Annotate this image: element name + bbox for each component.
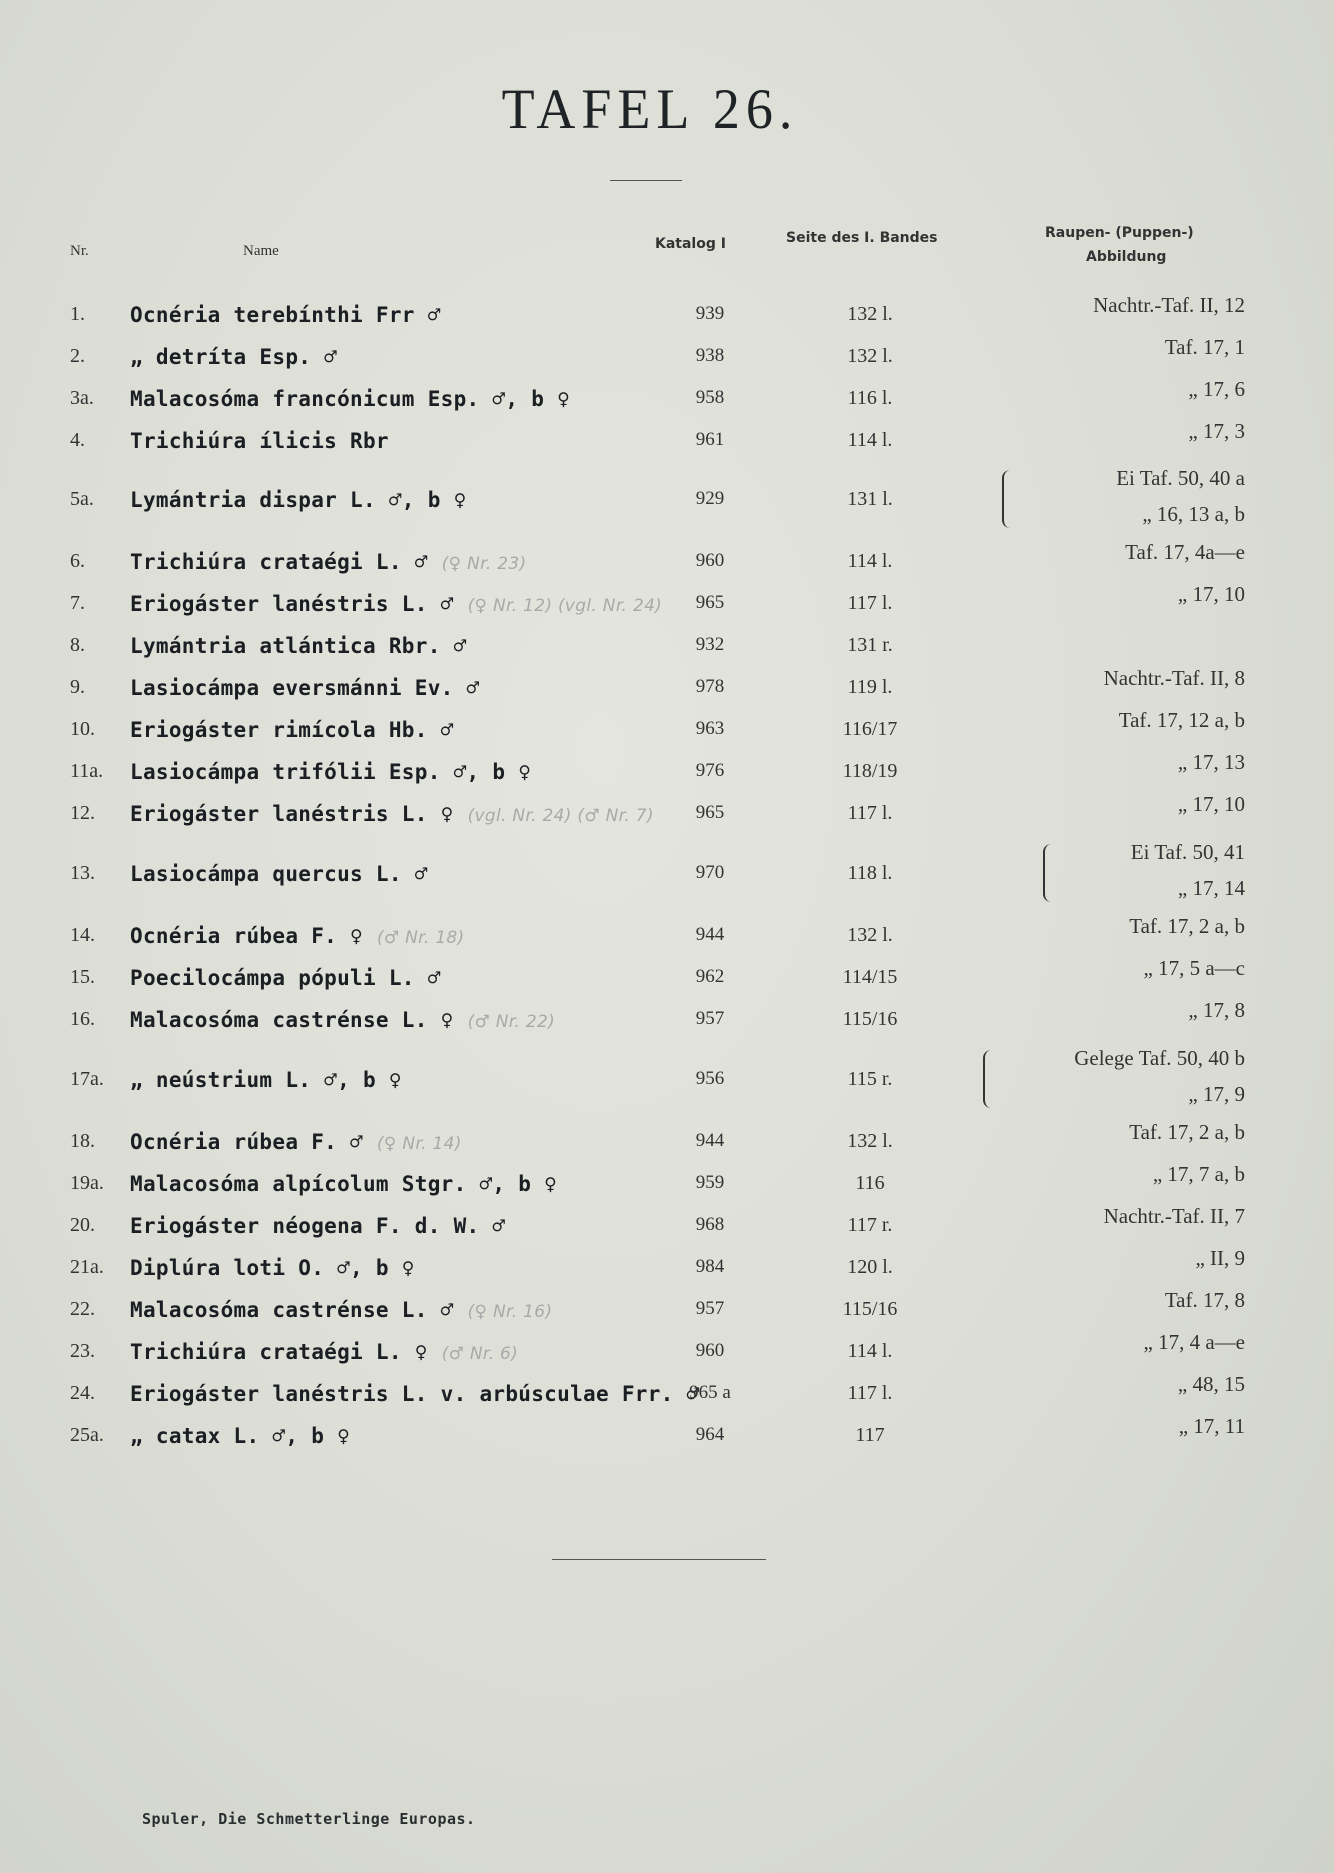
species-name: Ocnéria rúbea F. ♂ (♀ Nr. 14) bbox=[130, 1130, 462, 1154]
bottom-rule bbox=[552, 1559, 766, 1560]
species-name: Lasiocámpa quercus L. ♂ bbox=[130, 862, 428, 886]
pencil-annotation: (♀ Nr. 14) bbox=[376, 1134, 462, 1154]
abbildung-line-b: „ 17, 9 bbox=[1188, 1082, 1245, 1106]
seite-reference: 117 l. bbox=[847, 802, 893, 824]
footer-citation: Spuler, Die Schmetterlinge Europas. bbox=[142, 1810, 476, 1828]
row-number: 1. bbox=[70, 303, 85, 325]
species-name: Eriogáster lanéstris L. v. arbúsculae Frr. ♂ bbox=[130, 1382, 700, 1406]
abbildung-reference: Taf. 17, 12 a, b bbox=[1118, 708, 1245, 732]
abbildung-reference: „ 17, 5 a—c bbox=[1143, 956, 1245, 980]
abbildung-reference: „ 17, 3 bbox=[1188, 419, 1245, 443]
seite-reference: 116 bbox=[855, 1172, 885, 1194]
abbildung-reference: Nachtr.-Taf. II, 8 bbox=[1103, 666, 1245, 690]
species-name: Malacosóma francónicum Esp. ♂, b ♀ bbox=[130, 387, 571, 411]
species-name: Trichiúra ílicis Rbr bbox=[130, 429, 389, 453]
title-rule bbox=[610, 180, 682, 181]
abbildung-line-a: Gelege Taf. 50, 40 b bbox=[1074, 1046, 1245, 1070]
seite-reference: 117 l. bbox=[847, 1382, 893, 1404]
katalog-number: 962 bbox=[695, 966, 725, 987]
abbildung-reference: „ 17, 4 a—e bbox=[1143, 1330, 1245, 1354]
abbildung-reference: „ 17, 6 bbox=[1188, 377, 1245, 401]
row-number: 10. bbox=[70, 718, 95, 740]
species-name: „ catax L. ♂, b ♀ bbox=[130, 1424, 351, 1448]
row-number: 14. bbox=[70, 924, 95, 946]
header-name: Name bbox=[243, 243, 279, 259]
seite-reference: 131 l. bbox=[847, 488, 893, 510]
seite-reference: 132 l. bbox=[847, 1130, 893, 1152]
seite-reference: 132 l. bbox=[847, 924, 893, 946]
abbildung-line-b: „ 16, 13 a, b bbox=[1142, 502, 1245, 526]
abbildung-reference: Taf. 17, 4a—e bbox=[1125, 540, 1245, 564]
species-name: Eriogáster lanéstris L. ♂ (♀ Nr. 12) (vgl. Nr. 24) bbox=[130, 592, 663, 616]
seite-reference: 116/17 bbox=[842, 718, 898, 740]
row-number: 16. bbox=[70, 1008, 95, 1030]
abbildung-reference: „ 17, 11 bbox=[1178, 1414, 1245, 1438]
seite-reference: 120 l. bbox=[847, 1256, 893, 1278]
katalog-number: 944 bbox=[695, 1130, 725, 1151]
seite-reference: 114/15 bbox=[842, 966, 898, 988]
header-nr: Nr. bbox=[70, 243, 89, 259]
katalog-number: 956 bbox=[695, 1068, 725, 1089]
seite-reference: 132 l. bbox=[847, 303, 893, 325]
row-number: 7. bbox=[70, 592, 85, 614]
seite-reference: 115 r. bbox=[847, 1068, 893, 1090]
species-name: Eriogáster néogena F. d. W. ♂ bbox=[130, 1214, 506, 1238]
table-row bbox=[0, 466, 1334, 548]
row-number: 23. bbox=[70, 1340, 95, 1362]
header-seite: Seite des I. Bandes bbox=[786, 230, 938, 246]
species-name: Lasiocámpa eversmánni Ev. ♂ bbox=[130, 676, 480, 700]
abbildung-reference: Nachtr.-Taf. II, 7 bbox=[1103, 1204, 1245, 1228]
header-abbildung-2: Abbildung bbox=[1086, 249, 1167, 265]
row-number: 22. bbox=[70, 1298, 95, 1320]
species-name: Lasiocámpa trifólii Esp. ♂, b ♀ bbox=[130, 760, 532, 784]
abbildung-reference: Nachtr.-Taf. II, 12 bbox=[1093, 293, 1245, 317]
seite-reference: 119 l. bbox=[847, 676, 893, 698]
table-row bbox=[0, 1414, 1334, 1466]
katalog-number: 965 bbox=[695, 592, 725, 613]
abbildung-reference: Taf. 17, 2 a, b bbox=[1129, 1120, 1245, 1144]
row-number: 19a. bbox=[70, 1172, 104, 1194]
pencil-annotation: (♀ Nr. 23) bbox=[441, 554, 527, 574]
seite-reference: 118/19 bbox=[842, 760, 898, 782]
row-number: 21a. bbox=[70, 1256, 104, 1278]
species-name: Malacosóma castrénse L. ♂ (♀ Nr. 16) bbox=[130, 1298, 553, 1322]
page-title: TAFEL 26. bbox=[501, 77, 799, 141]
species-name: „ neústrium L. ♂, b ♀ bbox=[130, 1068, 402, 1092]
species-name: Lymántria atlántica Rbr. ♂ bbox=[130, 634, 467, 658]
row-number: 9. bbox=[70, 676, 85, 698]
abbildung-reference: „ 17, 8 bbox=[1188, 998, 1245, 1022]
katalog-number: 957 bbox=[695, 1298, 725, 1319]
pencil-annotation: (♀ Nr. 12) (vgl. Nr. 24) bbox=[467, 596, 663, 616]
row-number: 13. bbox=[70, 862, 95, 884]
row-number: 17a. bbox=[70, 1068, 104, 1090]
abbildung-line-b: „ 17, 14 bbox=[1177, 876, 1245, 900]
table-row bbox=[0, 1046, 1334, 1128]
katalog-number: 959 bbox=[695, 1172, 725, 1193]
katalog-number: 960 bbox=[695, 1340, 725, 1361]
row-number: 11a. bbox=[70, 760, 104, 782]
abbildung-reference: „ II, 9 bbox=[1195, 1246, 1245, 1270]
species-name: „ detríta Esp. ♂ bbox=[130, 345, 338, 369]
abbildung-line-a: Ei Taf. 50, 41 bbox=[1130, 840, 1245, 864]
table-row bbox=[0, 998, 1334, 1050]
brace-mark bbox=[1043, 844, 1055, 902]
katalog-number: 984 bbox=[695, 1256, 725, 1277]
katalog-number: 964 bbox=[695, 1424, 725, 1445]
seite-reference: 117 l. bbox=[847, 592, 893, 614]
seite-reference: 114 l. bbox=[847, 550, 893, 572]
species-name: Malacosóma castrénse L. ♀ (♂ Nr. 22) bbox=[130, 1008, 556, 1032]
abbildung-reference: Taf. 17, 1 bbox=[1164, 335, 1245, 359]
row-number: 15. bbox=[70, 966, 95, 988]
brace-mark bbox=[1002, 470, 1014, 528]
seite-reference: 117 bbox=[855, 1424, 885, 1446]
katalog-number: 978 bbox=[695, 676, 725, 697]
abbildung-reference: Taf. 17, 8 bbox=[1164, 1288, 1245, 1312]
katalog-number: 939 bbox=[695, 303, 725, 324]
row-number: 6. bbox=[70, 550, 85, 572]
katalog-number: 958 bbox=[695, 387, 725, 408]
table-row bbox=[0, 792, 1334, 844]
katalog-number: 932 bbox=[695, 634, 725, 655]
species-name: Ocnéria rúbea F. ♀ (♂ Nr. 18) bbox=[130, 924, 465, 948]
katalog-number: 960 bbox=[695, 550, 725, 571]
pencil-annotation: (♂ Nr. 6) bbox=[441, 1344, 519, 1364]
katalog-number: 957 bbox=[695, 1008, 725, 1029]
row-number: 24. bbox=[70, 1382, 95, 1404]
katalog-number: 929 bbox=[695, 488, 725, 509]
katalog-number: 976 bbox=[695, 760, 725, 781]
species-name: Ocnéria terebínthi Frr ♂ bbox=[130, 303, 441, 327]
row-number: 2. bbox=[70, 345, 85, 367]
seite-reference: 131 r. bbox=[847, 634, 893, 656]
katalog-number: 970 bbox=[695, 862, 725, 883]
species-name: Trichiúra crataégi L. ♂ (♀ Nr. 23) bbox=[130, 550, 527, 574]
seite-reference: 115/16 bbox=[842, 1008, 898, 1030]
abbildung-reference: „ 17, 10 bbox=[1177, 792, 1245, 816]
seite-reference: 117 r. bbox=[847, 1214, 893, 1236]
species-name: Malacosóma alpícolum Stgr. ♂, b ♀ bbox=[130, 1172, 558, 1196]
seite-reference: 118 l. bbox=[847, 862, 893, 884]
katalog-number: 965 a bbox=[689, 1382, 731, 1403]
row-number: 25a. bbox=[70, 1424, 104, 1446]
pencil-annotation: (♀ Nr. 16) bbox=[467, 1302, 553, 1322]
abbildung-reference: „ 17, 10 bbox=[1177, 582, 1245, 606]
table-row bbox=[0, 582, 1334, 634]
table-row bbox=[0, 840, 1334, 922]
abbildung-reference: „ 17, 7 a, b bbox=[1152, 1162, 1245, 1186]
seite-reference: 115/16 bbox=[842, 1298, 898, 1320]
table-row bbox=[0, 419, 1334, 471]
katalog-number: 944 bbox=[695, 924, 725, 945]
row-number: 12. bbox=[70, 802, 95, 824]
abbildung-reference: Taf. 17, 2 a, b bbox=[1129, 914, 1245, 938]
katalog-number: 965 bbox=[695, 802, 725, 823]
species-name: Eriogáster rimícola Hb. ♂ bbox=[130, 718, 454, 742]
seite-reference: 132 l. bbox=[847, 345, 893, 367]
abbildung-line-a: Ei Taf. 50, 40 a bbox=[1116, 466, 1245, 490]
row-number: 4. bbox=[70, 429, 85, 451]
katalog-number: 938 bbox=[695, 345, 725, 366]
row-number: 5a. bbox=[70, 488, 94, 510]
brace-mark bbox=[983, 1050, 995, 1108]
row-number: 3a. bbox=[70, 387, 94, 409]
abbildung-reference: „ 48, 15 bbox=[1177, 1372, 1245, 1396]
header-abbildung-1: Raupen- (Puppen-) bbox=[1045, 225, 1194, 241]
katalog-number: 963 bbox=[695, 718, 725, 739]
species-name: Poecilocámpa pópuli L. ♂ bbox=[130, 966, 441, 990]
pencil-annotation: (♂ Nr. 18) bbox=[376, 928, 465, 948]
pencil-annotation: (vgl. Nr. 24) (♂ Nr. 7) bbox=[467, 806, 654, 826]
pencil-annotation: (♂ Nr. 22) bbox=[467, 1012, 556, 1032]
seite-reference: 114 l. bbox=[847, 429, 893, 451]
species-name: Diplúra loti O. ♂, b ♀ bbox=[130, 1256, 415, 1280]
row-number: 20. bbox=[70, 1214, 95, 1236]
species-name: Eriogáster lanéstris L. ♀ (vgl. Nr. 24) (♂ Nr. 7) bbox=[130, 802, 654, 826]
katalog-number: 968 bbox=[695, 1214, 725, 1235]
seite-reference: 116 l. bbox=[847, 387, 893, 409]
seite-reference: 114 l. bbox=[847, 1340, 893, 1362]
row-number: 8. bbox=[70, 634, 85, 656]
header-katalog: Katalog I bbox=[655, 236, 726, 252]
abbildung-reference: „ 17, 13 bbox=[1177, 750, 1245, 774]
row-number: 18. bbox=[70, 1130, 95, 1152]
species-name: Trichiúra crataégi L. ♀ (♂ Nr. 6) bbox=[130, 1340, 519, 1364]
katalog-number: 961 bbox=[695, 429, 725, 450]
species-name: Lymántria dispar L. ♂, b ♀ bbox=[130, 488, 467, 512]
